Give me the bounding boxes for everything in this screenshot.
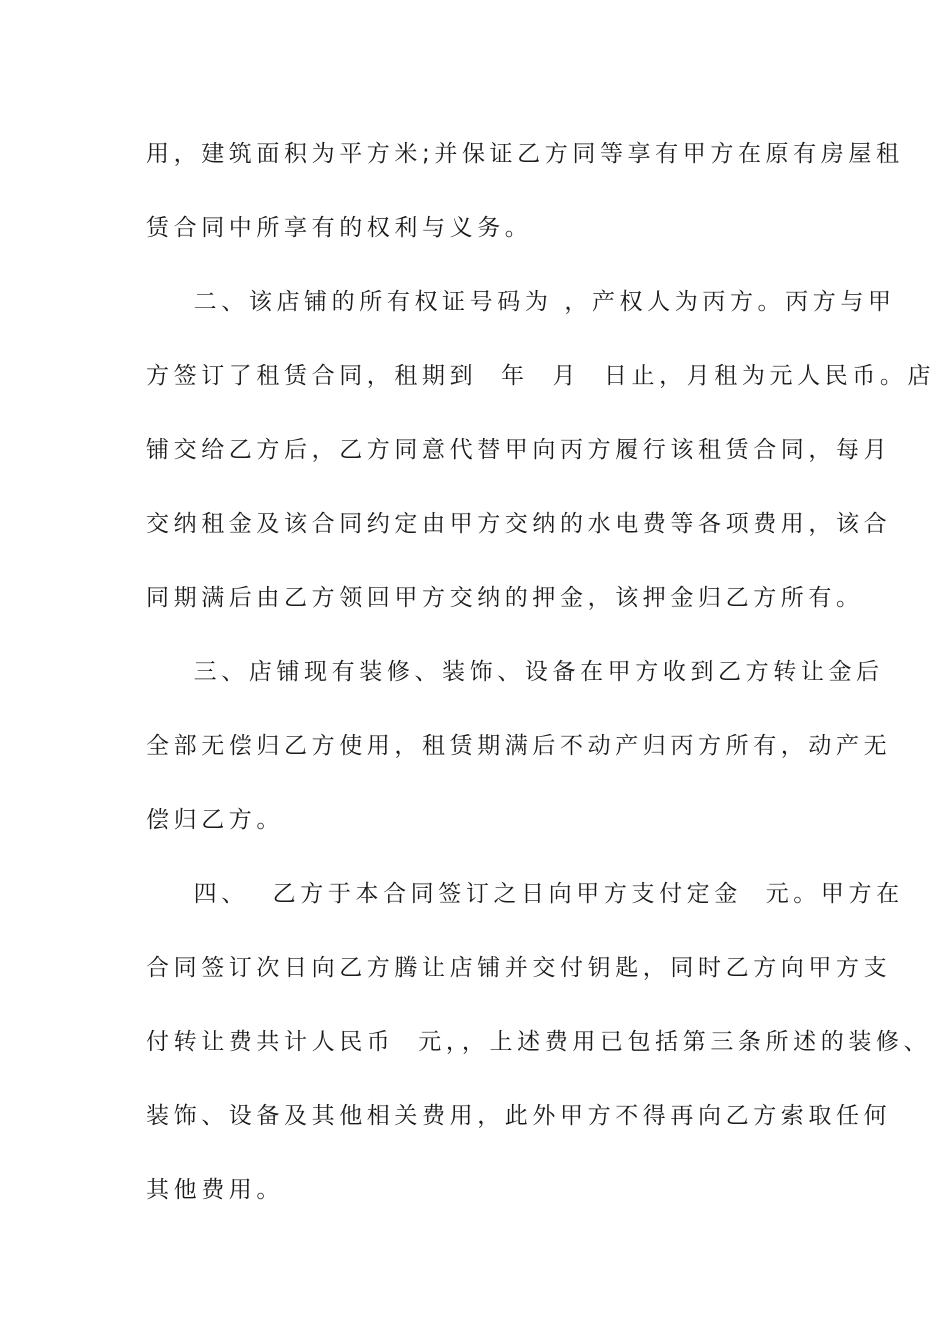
- text-line: 装饰、设备及其他相关费用，此外甲方不得再向乙方索取任何: [146, 1103, 892, 1129]
- text-line: 交纳租金及该合同约定由甲方交纳的水电费等各项费用，该合: [146, 511, 892, 537]
- text-line: 铺交给乙方后，乙方同意代替甲向丙方履行该租赁合同，每月: [146, 437, 892, 463]
- text-line: 方签订了租赁合同，租期到 年 月 日止，月租为元人民币。店: [146, 363, 936, 389]
- text-line: 付转让费共计人民币 元，，上述费用已包括第三条所述的装修、: [146, 1029, 932, 1055]
- text-line: 其他费用。: [146, 1177, 284, 1203]
- text-line: 用，建筑面积为平方米;并保证乙方同等享有甲方在原有房屋租: [146, 141, 904, 167]
- text-line: 赁合同中所享有的权利与义务。: [146, 215, 533, 241]
- text-line: 偿归乙方。: [146, 807, 284, 833]
- contract-text: [146, 131, 936, 1241]
- clause-3-line: 三、店铺现有装修、装饰、设备在甲方收到乙方转让金后: [146, 659, 884, 685]
- clause-2-line: 二、该店铺的所有权证号码为 ，产权人为丙方。丙方与甲: [146, 289, 896, 315]
- clause-4-line: 四、 乙方于本合同签订之日向甲方支付定金 元。甲方在: [146, 881, 904, 907]
- text-line: 合同签订次日向乙方腾让店铺并交付钥匙，同时乙方向甲方支: [146, 955, 892, 981]
- text-line: 全部无偿归乙方使用，租赁期满后不动产归丙方所有，动产无: [146, 733, 892, 759]
- text-line: 同期满后由乙方领回甲方交纳的押金，该押金归乙方所有。: [146, 585, 864, 611]
